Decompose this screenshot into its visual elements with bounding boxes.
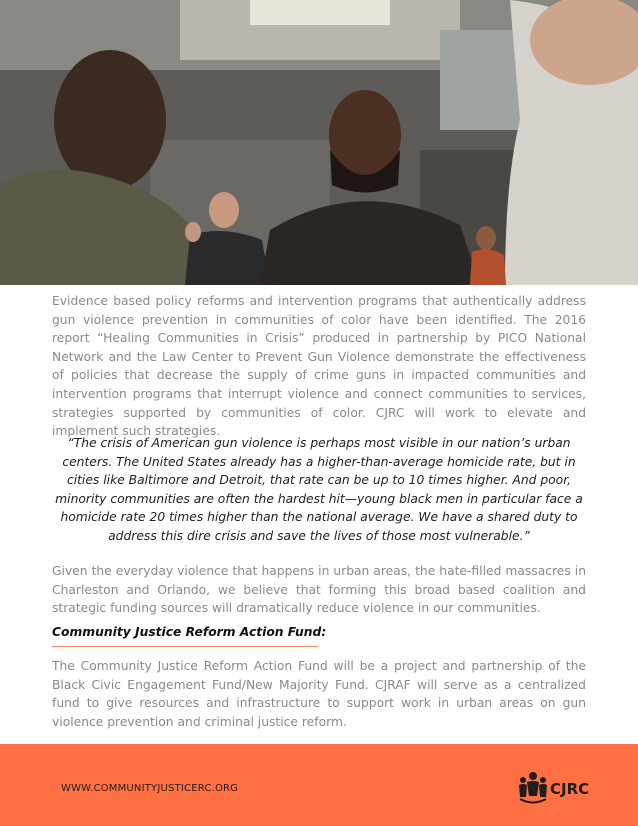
hero-photo: [0, 0, 638, 285]
logo-wordmark: CJRC: [550, 780, 590, 798]
fund-paragraph: The Community Justice Reform Action Fund will be a project and partnership of the Black Civic Engagement Fund/New Majority Fund. CJRAF will serve as a centralized fund to give resources and infrastructure to support work in urban areas on gun violence prevention and criminal justice reform.: [52, 659, 586, 729]
section-heading: Community Justice Reform Action Fund:: [52, 625, 327, 639]
pull-quote: “The crisis of American gun violence is perhaps most visible in our nation’s urban centers. The United States already has a higher-than-average homicide rate, but in cities like Baltimore and Detroit, that rate can be up to 10 times higher. And poor, minority communities are often the hardest hit—young black men in particular face a homicide rate 20 times higher than the national average. We have a shared duty to address this dire crisis and save the lives of those most vulnerable.”: [55, 436, 583, 543]
heading-underline: [52, 646, 318, 647]
footer-website-link[interactable]: WWW.COMMUNITYJUSTICERC.ORG: [61, 783, 239, 794]
coalition-paragraph: Given the everyday violence that happens in urban areas, the hate-filled massacres in Charleston and Orlando, we believe that forming this broad based coalition and strategic funding sources will dramatically reduce violence in our communities.: [52, 564, 586, 616]
cjrc-logo: [518, 770, 598, 806]
intro-paragraph: Evidence based policy reforms and intervention programs that authentically address gun violence prevention in communities of color have been identified. The 2016 report “Healing Communities in Crisis” produced in partnership by PICO National Network and the Law Center to Prevent Gun Violence demonstrate the effectiveness of policies that decrease the supply of crime guns in impacted communities and intervention programs that interrupt violence and connect communities to services, strategies supported by communities of color. CJRC will work to elevate and implement such strategies.: [52, 294, 586, 439]
cjrc-people-icon: [518, 770, 548, 806]
